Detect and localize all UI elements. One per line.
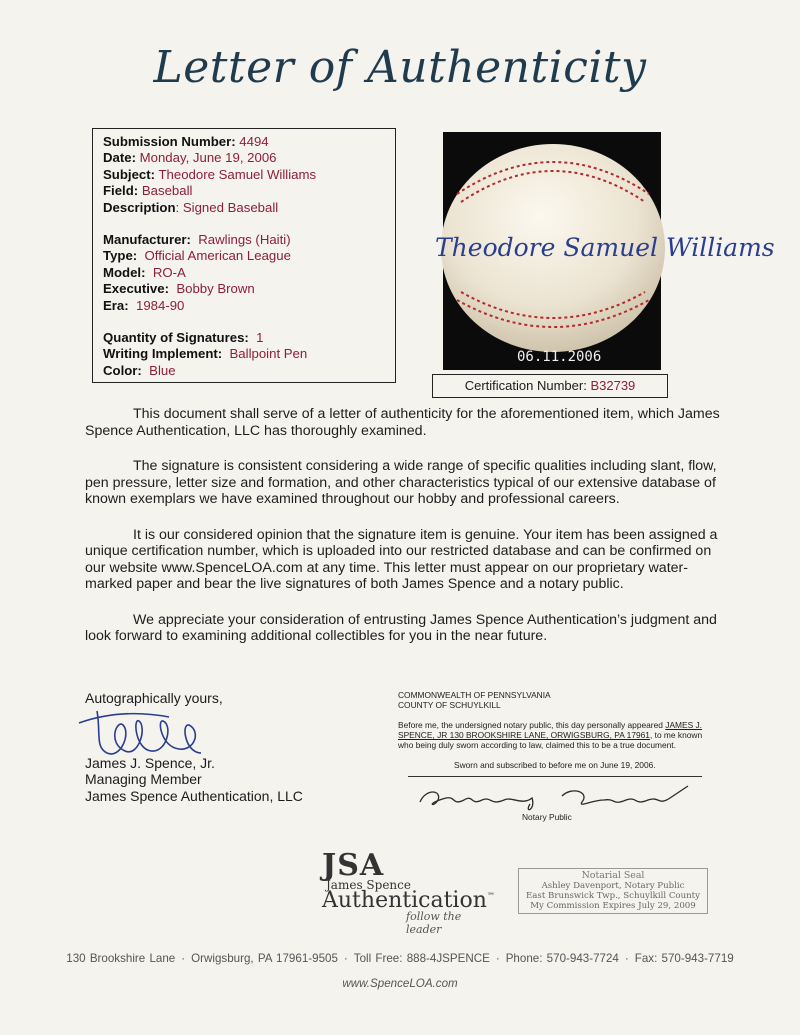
- description-label: Description: [103, 199, 176, 215]
- footer-tollfree: Toll Free: 888-4JSPENCE: [353, 952, 490, 965]
- type-row: [103, 248, 385, 264]
- notary-sworn: Sworn and subscribed to before me on June 19, 2006.: [454, 760, 656, 770]
- footer-city: Orwigsburg, PA 17961-9505: [191, 952, 338, 965]
- era-row: [103, 298, 385, 314]
- date-value: Monday, June 19, 2006: [139, 150, 277, 166]
- submission-row: [103, 134, 385, 150]
- paragraph: The signature is consistent considering a wide range of specific qualities including slant, flow, pen pressure, letter size and formation, and other characteristics typical of our extensive database of known exemplars we have examined throughout our hobby and professional careers.: [85, 458, 717, 507]
- era-value: 1984-90: [135, 297, 185, 313]
- notary-signature-icon: [412, 784, 702, 814]
- logo-jsa: JSA: [322, 848, 385, 883]
- field-row: [103, 183, 385, 199]
- color-row: [103, 363, 385, 379]
- footer-fax: Fax: 570-943-7719: [634, 952, 734, 965]
- type-label: Type:: [103, 248, 138, 264]
- logo-tagline: follow the leader: [406, 910, 462, 936]
- seal-line: East Brunswick Twp., Schuylkill County: [526, 891, 700, 901]
- era-label: Era:: [103, 297, 129, 313]
- footer-contact: 130 Brookshire Lane · Orwigsburg, PA 17961-9505 · Toll Free: 888-4JSPENCE · Phone: 570-943-7724 · Fax: 570-943-7719: [66, 952, 734, 965]
- submission-label: Submission Number:: [103, 134, 236, 149]
- certification-box: [432, 374, 668, 398]
- item-details-box: [92, 128, 396, 383]
- logo-name: James Spence: [326, 878, 411, 892]
- model-value: RO-A: [152, 264, 186, 280]
- field-label: Field:: [103, 183, 139, 199]
- certification-label: Certification Number:: [464, 378, 587, 393]
- handwritten-signature-icon: [77, 703, 217, 765]
- manufacturer-label: Manufacturer:: [103, 232, 191, 248]
- quantity-value: 1: [256, 330, 264, 346]
- notary-block: [398, 690, 718, 822]
- executive-label: Executive:: [103, 281, 169, 297]
- subject-value: Theodore Samuel Williams: [158, 166, 317, 182]
- notary-public-label: Notary Public: [522, 812, 572, 822]
- certification-number: B32739: [590, 378, 636, 393]
- date-row: [103, 150, 385, 166]
- paragraph: It is our considered opinion that the signature item is genuine. Your item has been assigned a unique certification number, which is uploaded into our restricted database and can be confirmed on our website www.SpenceLOA.com at any time. This letter must appear on our proprietary water-marked paper and bear the live signatures of both James Spence and a notary public.: [85, 526, 718, 592]
- notary-statement: Before me, the undersigned notary public, this day personally appeared JAMES J. SPENCE, JR 130 BROOKSHIRE LANE, ORWIGSBURG, PA 17961, to me known who being duly sworn according to law, claimed this to be a true document.: [398, 720, 703, 750]
- implement-label: Writing Implement:: [103, 346, 223, 362]
- page-title: Letter of Authenticity: [153, 42, 647, 93]
- baseball-image: [435, 132, 775, 370]
- quantity-row: [103, 330, 385, 346]
- executive-row: [103, 281, 385, 297]
- color-label: Color:: [103, 362, 142, 378]
- photo-date-stamp: 06.11.2006: [517, 349, 602, 365]
- seal-line: My Commission Expires July 29, 2009: [530, 901, 696, 911]
- footer-website[interactable]: www.SpenceLOA.com: [342, 977, 458, 990]
- subject-label: Subject:: [103, 166, 156, 182]
- notary-appeared: JAMES J. SPENCE, JR 130 BROOKSHIRE LANE, ORWIGSBURG, PA 17961: [398, 720, 703, 740]
- description-row: [103, 200, 385, 216]
- notary-state: COMMONWEALTH OF PENNSYLVANIA: [398, 690, 551, 700]
- footer-phone: Phone: 570-943-7724: [505, 952, 619, 965]
- signature-area: [85, 707, 303, 755]
- model-row: [103, 265, 385, 281]
- seal-heading: Notarial Seal: [581, 870, 645, 881]
- letter-body: [85, 406, 725, 664]
- quantity-label: Quantity of Signatures:: [103, 330, 249, 346]
- logo-authentication: Authentication™: [322, 888, 495, 913]
- model-label: Model:: [103, 264, 146, 280]
- manufacturer-row: [103, 232, 385, 248]
- paragraph: This document shall serve of a letter of authenticity for the aforementioned item, which James Spence Authentication, LLC has thoroughly examined.: [85, 406, 720, 439]
- footer-address: 130 Brookshire Lane: [66, 952, 176, 965]
- spacer: [103, 216, 385, 232]
- executive-value: Bobby Brown: [176, 281, 255, 297]
- seal-line: Ashley Davenport, Notary Public: [541, 881, 685, 891]
- signer-position: Managing Member: [85, 771, 202, 788]
- signer-company: James Spence Authentication, LLC: [85, 787, 303, 804]
- logo-trademark: ™: [486, 891, 495, 901]
- date-label: Date:: [103, 150, 136, 166]
- submission-value: 4494: [239, 134, 269, 149]
- subject-row: [103, 167, 385, 183]
- implement-value: Ballpoint Pen: [229, 346, 308, 362]
- implement-row: [103, 346, 385, 362]
- baseball-photo: [435, 132, 775, 370]
- paragraph: We appreciate your consideration of entrusting James Spence Authentication’s judgment and look forward to examining additional collectibles for you in the near future.: [85, 611, 717, 644]
- notary-signature-line: [408, 776, 702, 777]
- color-value: Blue: [149, 362, 176, 378]
- signer-name: James J. Spence, Jr.: [85, 754, 215, 771]
- notary-county: COUNTY OF SCHUYLKILL: [398, 700, 501, 710]
- spacer: [103, 314, 385, 330]
- manufacturer-value: Rawlings (Haiti): [198, 232, 291, 248]
- salutation: Autographically yours,: [85, 690, 223, 706]
- notarial-seal: [518, 868, 708, 914]
- jsa-logo: [300, 848, 500, 936]
- ball-signature: Theodore Samuel Williams: [435, 233, 775, 262]
- closing-block: [85, 690, 303, 804]
- description-value: : Signed Baseball: [175, 199, 279, 215]
- type-value: Official American League: [144, 248, 291, 264]
- field-value: Baseball: [141, 183, 193, 199]
